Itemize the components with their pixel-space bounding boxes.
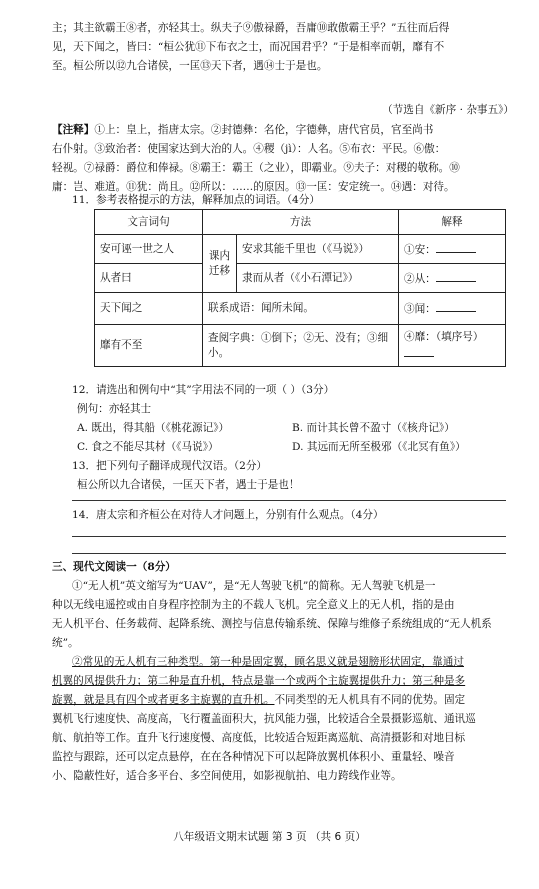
underlined-text: 机翼的风提供升力；第二种是直升机，特点是靠一个或两个主旋翼提供升力；第三种是多 xyxy=(52,675,466,687)
table-cell-phrase: 安可诬一世之人 xyxy=(95,235,203,264)
option-d[interactable]: D. 其远而无所至极邪（《北冥有鱼》） xyxy=(292,441,466,453)
passage-line: 见，天下闻之，皆曰：“桓公犹⑪下布衣之士，而况国君乎？”于是相率而朝，靡有不 xyxy=(52,41,445,53)
question-12-example: 例句：亦轻其士 xyxy=(77,403,152,415)
answer-blank[interactable] xyxy=(436,300,476,312)
question-11-prompt: 11．参考表格提示的方法，解释加点的词语。（4分） xyxy=(72,194,320,206)
question-13-prompt: 13．把下列句子翻译成现代汉语。（2分） xyxy=(72,460,268,472)
table-row xyxy=(95,235,506,264)
passage-line: 至。桓公所以⑫九合诸侯，一匡⑬天下者，遇⑭士于是也。 xyxy=(52,60,328,72)
answer-label: ③闻： xyxy=(404,303,436,315)
question-14-prompt: 14．唐太宗和齐桓公在对待人才问题上，分别有什么观点。（4分） xyxy=(72,509,384,521)
table-header-row xyxy=(95,210,506,235)
notes-text: ①上：皇上，指唐太宗。②封德彝：名伦，字德彝，唐代官员，官至尚书 xyxy=(94,124,434,136)
question-12-prompt: 12．请选出和例句中“其”字用法不同的一项（ ）（3分） xyxy=(72,384,335,396)
answer-label: ④靡：（填序号） xyxy=(404,330,484,343)
answer-label: ②从： xyxy=(404,272,436,285)
vocab-table xyxy=(94,209,506,367)
answer-blank[interactable] xyxy=(436,241,476,253)
notes-label: 【注释】 xyxy=(52,124,95,136)
underlined-text: 旋翼，就是具有四个或者更多主旋翼的直升机。 xyxy=(52,694,275,706)
section-3-title: 三、现代文阅读一（8分） xyxy=(52,561,176,573)
table-cell-method-group: 课内迁移 xyxy=(203,235,237,293)
paragraph-line xyxy=(52,654,514,672)
table-cell-phrase: 天下闻之 xyxy=(95,293,203,325)
table-cell-method: 查阅字典：①倒下；②无、没有；③细小。 xyxy=(203,325,399,367)
table-header-method: 方法 xyxy=(203,210,399,235)
paragraph-line: 小、隐蔽性好，适合多平台、多空间使用，如影视航拍、电力跨线作业等。 xyxy=(52,770,402,782)
answer-line[interactable] xyxy=(72,536,506,537)
table-cell-answer[interactable] xyxy=(399,235,506,264)
underlined-text: ②常见的无人机有三种类型。第一种是固定翼，顾名思义就是翅膀形状固定，靠通过 xyxy=(72,656,464,668)
paragraph-line: 监控与跟踪，还可以定点悬停，在在各种情况下可以起降放翼机体积小、重量轻、噪音 xyxy=(52,751,455,763)
table-header-answer: 解释 xyxy=(399,210,506,235)
paragraph-line: 无人机平台、任务载荷、起降系统、测控与信息传输系统、保障与维修子系统组成的“无人机系 xyxy=(52,618,492,630)
table-row xyxy=(95,293,506,325)
paragraph-line xyxy=(52,692,514,710)
notes-line xyxy=(52,122,514,140)
table-row xyxy=(95,264,506,293)
answer-label: ①安： xyxy=(404,243,436,256)
page-footer: 八年级语文期末试题 第 3 页 （共 6 页） xyxy=(173,831,366,843)
answer-blank[interactable] xyxy=(404,345,434,357)
table-cell-phrase: 靡有不至 xyxy=(95,325,203,367)
passage-source: （节选自《新序 · 杂事五》） xyxy=(382,104,514,116)
notes-line: 右仆射。③致治者：使国家达到大治的人。④稷（jì）：人名。⑤布衣：平民。⑥傲： xyxy=(52,143,446,155)
notes-line: 轻视。⑦禄爵：爵位和俸禄。⑧霸王：霸王（之业），即霸业。⑨夫子：对稷的敬称。⑩ xyxy=(52,162,460,174)
answer-line[interactable] xyxy=(72,553,506,554)
table-cell-answer[interactable] xyxy=(399,264,506,293)
passage-line: 主；其主欲霸王⑧者，亦轻其士。纵夫子⑨傲禄爵，吾庸⑩敢傲霸王乎？”五往而后得 xyxy=(52,22,450,34)
paragraph-line: 翼机飞行速度快、高度高，飞行覆盖面积大，抗风能力强，比较适合全景摄影巡航、通讯巡 xyxy=(52,713,476,725)
table-cell-method: 安求其能千里也（《马说》） xyxy=(237,235,399,264)
table-cell-phrase: 从者曰 xyxy=(95,264,203,293)
table-cell-method: 隶而从者（《小石潭记》） xyxy=(237,264,399,293)
table-row xyxy=(95,325,506,367)
paragraph-text: 不同类型的无人机具有不同的优势。固定 xyxy=(274,694,466,706)
paragraph-line: 统”。 xyxy=(52,637,79,649)
option-a[interactable]: A. 既出，得其船（《桃花源记》） xyxy=(77,422,230,434)
table-cell-answer[interactable] xyxy=(399,293,506,325)
table-cell-answer[interactable] xyxy=(399,325,506,367)
option-b[interactable]: B. 而计其长曾不盈寸（《核舟记》） xyxy=(292,422,455,434)
paragraph-line: ①“无人机”英文缩写为“UAV”，是“无人驾驶飞机”的简称。无人驾驶飞机是一 xyxy=(72,580,436,592)
paragraph-line: 种以无线电遥控或由自身程序控制为主的不载人飞机。完全意义上的无人机，指的是由 xyxy=(52,599,455,611)
option-c[interactable]: C. 食之不能尽其材（《马说》） xyxy=(77,441,219,453)
question-13-sentence: 桓公所以九合诸侯，一匡天下者，遇士于是也！ xyxy=(77,479,300,491)
notes-line: 庸：岂、难道。⑪犹：尚且。⑫所以：……的原因。⑬一匡：安定统一。⑭遇：对待。 xyxy=(52,181,455,193)
paragraph-line xyxy=(52,673,514,691)
table-header-phrase: 文言词句 xyxy=(95,210,203,235)
answer-line[interactable] xyxy=(72,500,506,501)
answer-blank[interactable] xyxy=(436,270,476,282)
table-cell-method: 联系成语：闻所未闻。 xyxy=(203,293,399,325)
paragraph-line: 航、航拍等工作。直升飞行速度慢、高度低，比较适合短距离巡航、高清摄影和对地目标 xyxy=(52,732,466,744)
